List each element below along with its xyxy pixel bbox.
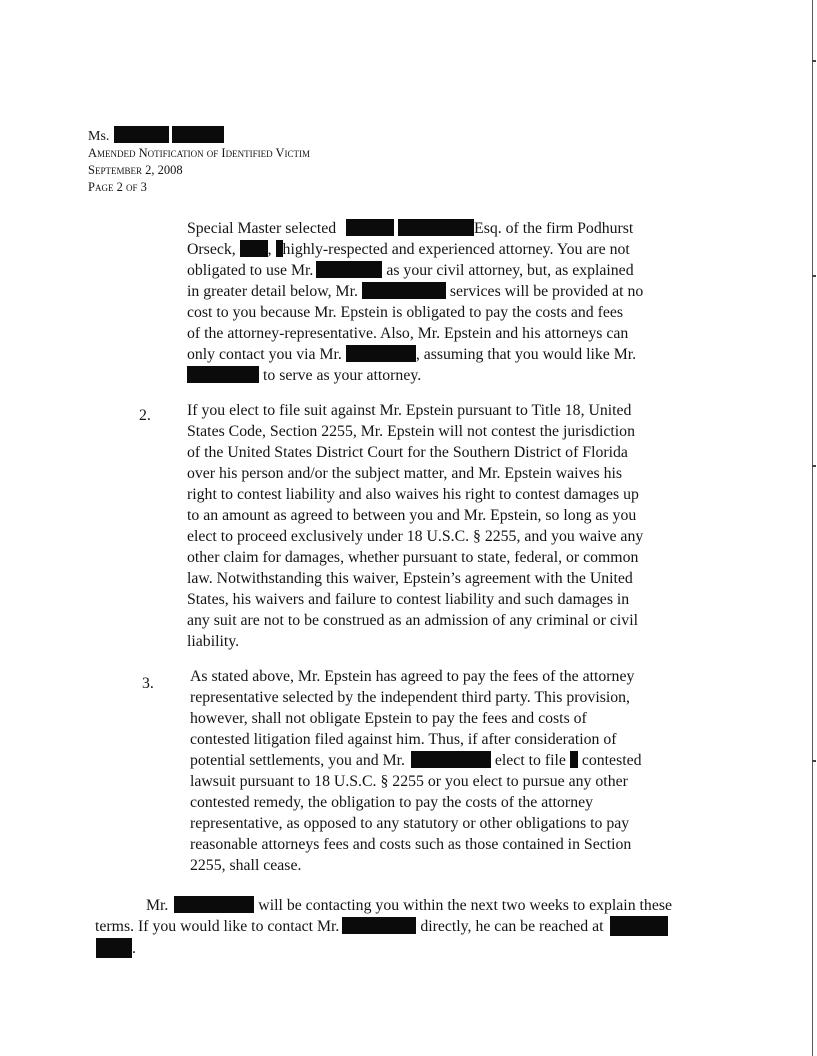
text-line: .	[96, 938, 136, 960]
redaction-bar	[362, 282, 446, 299]
text-line: obligated to use Mr. as your civil attorney, but, as explained	[187, 262, 634, 279]
page-number: Page 2 of 3	[88, 180, 147, 194]
text-line: over his person and/or the subject matter, and Mr. Epstein waives his	[187, 465, 623, 482]
text-line: representative selected by the independent third party. This provision,	[190, 689, 630, 706]
text-line: of the attorney-representative. Also, Mr. Epstein and his attorneys can	[187, 325, 629, 342]
text-line: any suit are not to be construed as an admission of any criminal or civil	[187, 612, 638, 629]
text-line: of the United States District Court for the Southern District of Florida	[187, 444, 628, 461]
redaction-bar	[187, 366, 259, 383]
scan-edge-mark	[812, 60, 816, 62]
text-line: right to contest liability and also waives his right to contest damages up	[187, 486, 639, 503]
redaction-bar	[411, 751, 491, 768]
text-line: Orseck, , highly-respected and experienced attorney. You are not	[187, 241, 630, 258]
recipient-salutation: Ms.	[88, 129, 110, 144]
text-line: 2255, shall cease.	[190, 857, 302, 874]
redaction-bar	[346, 219, 394, 236]
redaction-bar	[276, 240, 283, 257]
redaction-bar	[240, 240, 268, 257]
redaction-bar	[172, 126, 224, 143]
redaction-bar	[610, 916, 668, 936]
text-line: liability.	[187, 633, 240, 650]
recipient-line	[88, 126, 310, 145]
item-number: 2.	[139, 407, 151, 424]
text-line: States Code, Section 2255, Mr. Epstein will not contest the jurisdiction	[187, 423, 635, 440]
scan-edge-mark	[812, 275, 816, 277]
text-line: Special Master selected Esq. of the firm Podhurst	[187, 220, 634, 237]
document-date: September 2, 2008	[88, 163, 183, 177]
text-line: cost to you because Mr. Epstein is obligated to pay the costs and fees	[187, 304, 624, 321]
scan-edge-line	[812, 0, 813, 1056]
text-line: As stated above, Mr. Epstein has agreed to pay the fees of the attorney	[190, 668, 635, 685]
redaction-bar	[174, 896, 254, 913]
text-line: contested litigation filed against him. Thus, if after consideration of	[190, 731, 617, 748]
scan-edge-mark	[812, 465, 816, 467]
text-line: representative, as opposed to any statutory or other obligations to pay	[190, 815, 630, 832]
text-line: potential settlements, you and Mr. elect to file contested	[190, 752, 642, 769]
text-line: law. Notwithstanding this waiver, Epstein’s agreement with the United	[187, 570, 633, 587]
redaction-bar	[96, 938, 132, 958]
redaction-bar	[316, 261, 382, 278]
text-line: reasonable attorneys fees and costs such as those contained in Section	[190, 836, 632, 853]
text-line: elect to proceed exclusively under 18 U.S.C. § 2255, and you waive any	[187, 528, 644, 545]
text-line: contested remedy, the obligation to pay the costs of the attorney	[190, 794, 593, 811]
redaction-bar	[570, 751, 578, 768]
text-line: to serve as your attorney.	[187, 366, 421, 387]
redaction-bar	[342, 917, 416, 934]
text-line: terms. If you would like to contact Mr. directly, he can be reached at	[95, 916, 668, 938]
text-line: however, shall not obligate Epstein to pay the fees and costs of	[190, 710, 587, 727]
redaction-bar	[346, 345, 416, 362]
item-number: 3.	[142, 675, 154, 692]
scan-edge-mark	[812, 760, 816, 762]
text-line: other claim for damages, whether pursuant to state, federal, or common	[187, 549, 639, 566]
text-line: to an amount as agreed to between you and Mr. Epstein, so long as you	[187, 507, 637, 524]
text-line: States, his waivers and failure to contest liability and such damages in	[187, 591, 630, 608]
document-title: Amended Notification of Identified Victim	[88, 146, 311, 160]
text-line: in greater detail below, Mr. services will be provided at no	[187, 283, 644, 300]
text-line: lawsuit pursuant to 18 U.S.C. § 2255 or you elect to pursue any other	[190, 773, 628, 790]
redaction-bar	[114, 126, 169, 143]
text-line: If you elect to file suit against Mr. Epstein pursuant to Title 18, United	[187, 402, 632, 419]
text-line: only contact you via Mr. , assuming that you would like Mr.	[187, 346, 637, 363]
letter-header	[88, 126, 310, 196]
text-line: Mr. will be contacting you within the next two weeks to explain these	[146, 897, 672, 914]
redaction-bar	[398, 219, 474, 236]
